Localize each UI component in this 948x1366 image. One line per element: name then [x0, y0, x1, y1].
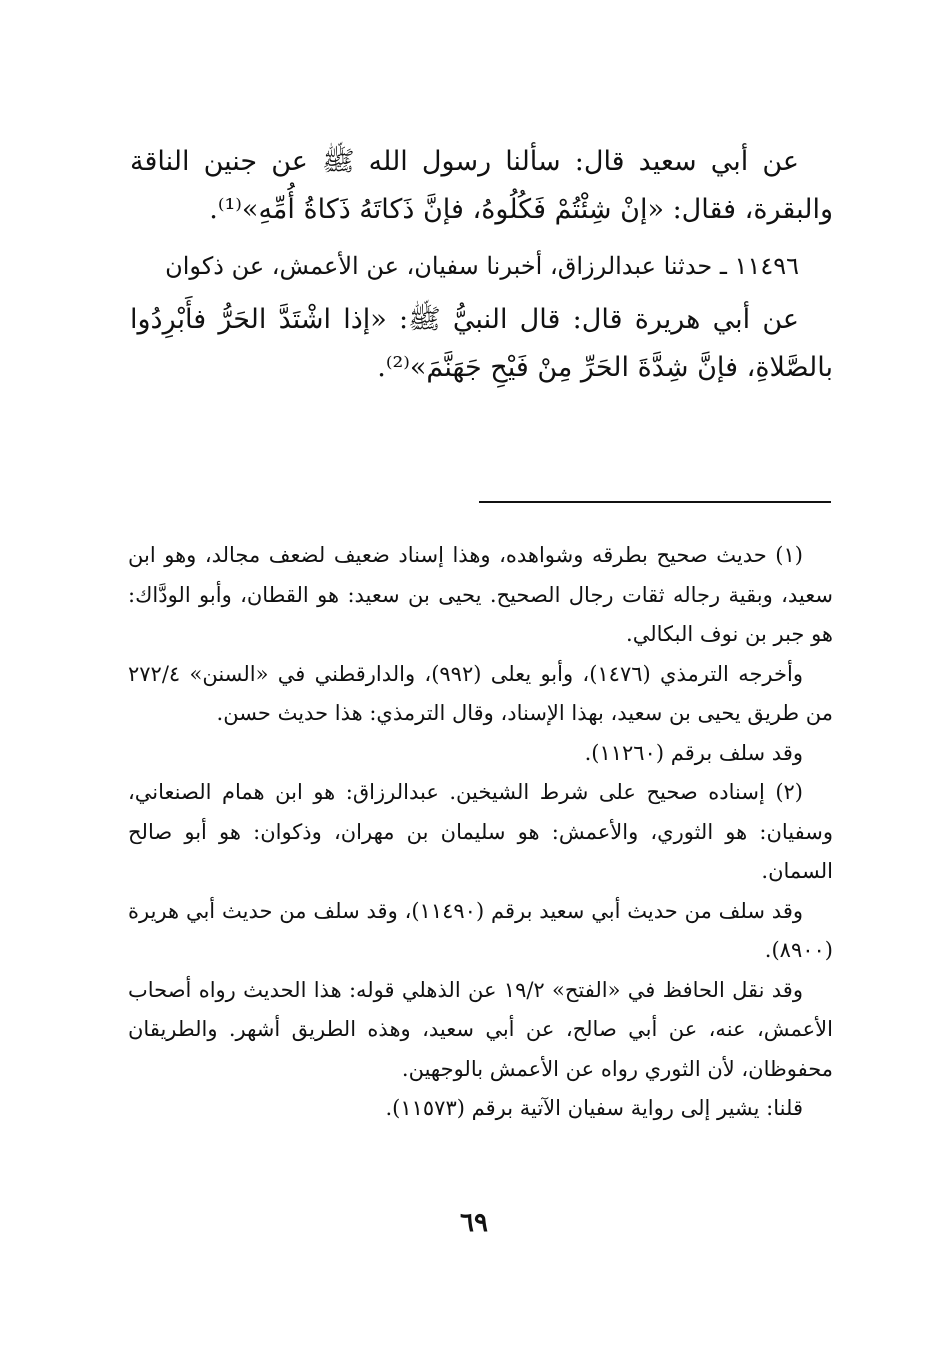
page-number: ٦٩	[460, 1208, 488, 1238]
footnote-1-paragraph-3: وقد سلف برقم (١١٢٦٠).	[584, 740, 803, 765]
hadith-paragraph-1: عن أبي سعيد قال: سألنا رسول الله ﷺ عن جنين الناقة والبقرة، فقال: «إنْ شِئْتُمْ فَكُلُوهُ، فإنَّ ذَكاتَهُ ذَكاةُ أُمِّهِ»⁽¹⁾.	[130, 146, 833, 225]
footnote-1-paragraph-2: وأخرجه الترمذي (١٤٧٦)، وأبو يعلى (٩٩٢)، والدارقطني في «السنن» ٢٧٢/٤ من طريق يحيى بن سعيد، بهذا الإسناد، وقال الترمذي: هذا حديث حسن.	[128, 661, 833, 725]
footnote-2-paragraph-4: قلنا: يشير إلى رواية سفيان الآتية برقم (١١٥٧٣).	[385, 1096, 803, 1120]
footnote-separator	[479, 501, 831, 503]
hadith-paragraph-2: عن أبي هريرة قال: قال النبيُّ ﷺ: «إذا اشْتَدَّ الحَرُّ فأَبْرِدُوا بالصَّلاةِ، فإنَّ شِدَّةَ الحَرِّ مِنْ فَيْحِ جَهَنَّمَ»⁽²⁾.	[130, 304, 833, 383]
hadith-isnad-heading: ١١٤٩٦ ـ حدثنا عبدالرزاق، أخبرنا سفيان، عن الأعمش، عن ذكوان	[165, 252, 799, 280]
footnote-1-paragraph-1: (١) حديث صحيح بطرقه وشواهده، وهذا إسناد ضعيف لضعف مجالد، وهو ابن سعيد، وبقية رجاله ثقات رجال الصحيح. يحيى بن سعيد: هو القطان، وأبو الودَّاك: هو جبر بن نوف البكالي.	[128, 543, 833, 646]
main-text	[130, 138, 833, 392]
footnotes	[128, 536, 833, 1129]
footnote-2-paragraph-1: (٢) إسناده صحيح على شرط الشيخين. عبدالرزاق: هو ابن همام الصنعاني، وسفيان: هو الثوري، والأعمش: هو سليمان بن مهران، وذكوان: هو أبو صالح السمان.	[128, 780, 833, 883]
footnote-2-paragraph-3: وقد نقل الحافظ في «الفتح» ١٩/٢ عن الذهلي قوله: هذا الحديث رواه أصحاب الأعمش، عنه، عن أبي صالح، عن أبي سعيد، وهذه الطريق أشهر. والطريقان محفوظان، لأن الثوري رواه عن الأعمش بالوجهين.	[128, 977, 833, 1081]
footnote-2-paragraph-2: وقد سلف من حديث أبي سعيد برقم (١١٤٩٠)، وقد سلف من حديث أبي هريرة (٨٩٠٠).	[128, 898, 833, 962]
